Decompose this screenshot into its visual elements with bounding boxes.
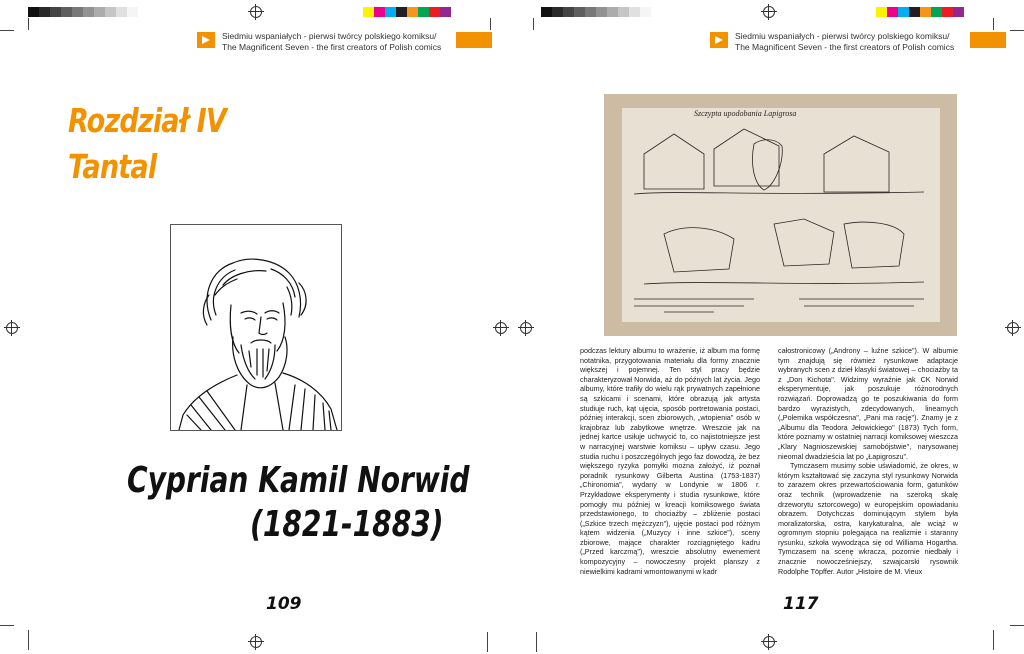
crop-mark: [28, 630, 29, 650]
calibration-swatch: [94, 7, 105, 17]
portrait-illustration: [170, 224, 342, 431]
crop-mark: [0, 30, 14, 31]
calibration-swatch: [607, 7, 618, 17]
crop-mark: [533, 18, 534, 30]
artist-years: (1821-1883): [250, 504, 444, 545]
crop-mark: [536, 632, 537, 652]
crop-mark: [0, 625, 14, 626]
chapter-name: Tantal: [68, 147, 157, 186]
header-left-line2: The Magnificent Seven - the first creators of Polish comics: [222, 42, 442, 52]
paragraph: całostronicowy („Androny – luźne szkice"). W albumie tym znajdują się również rysunkowe adaptacje wybranych scen z dzieł klasyki światowej – chociażby ta z „Don Kichota". Widzimy wyraźnie jak CK Norwid eksperymentuje, jak poszukuje różnorodnych rozwiązań. Doprowadzą go te poszukiwania do form bardzo wyrazistych, zdecydowanych, linearnych („Polemika współczesna", „Pani ma rację"). Znamy je z „Albumu dla Teodora Jełowickiego" (1873) Tych form, które poznamy w ostatniej narracji komiksowej wieszcza „Klary Nagnioszewskiej samobójstwie", narysowanej nieomal dwadzieścia lat po „Łapigroszu".: [778, 346, 958, 461]
header-left: [222, 31, 441, 53]
paragraph: podczas lektury albumu to wrażenie, iż album ma formę notatnika, przygotowania materiału dla formy znacznie większej i pojemnej. Ten styl pracy będzie charakteryzował Norwida, aż do późnych lat życia. Jego albumy, które trafiły do wielu rąk prywatnych zapełnione są szkicami i scenami, które obrazują jak artysta studiuje ruch, kąt ujęcia, sposób portretowania postaci, później interakcji, scen zbiorowych, „wtopienia" osób w krajobraz lub zabytkowe wnętrze. Wreszcie jak na jednej kartce usiłuje uchwycić to, co najistotniejsze jest w narracyjnej warstwie komiksu – upływ czasu. Jego studia ruchu i poszczególnych jego faz dowodzą, że bez większego ryzyka pomyłki można założyć, iż poznał poradnik rysunkowy Gilberta Austina (1753-1837) „Chironomia", wydany w Londynie w 1806 r. Przykładowe eksperymenty i studia rysunkowe, które pomogły mu później w kreacji komiksowego świata przedstawionego, to chociażby – zbliżenie postaci („Szkice trzech mężczyzn"), ujęcie postaci pod różnym kątem widzenia („Muzycy i inne szkice"), sceny zbiorowe, mające charakter rozciągniętego kadru („Przed karczmą"), wreszcie absolutny ewenement kompozycyjny – nowoczesny projekt planszy z niewielkimi kadrami wmontowanymi w kadr: [580, 346, 760, 576]
calibration-swatch: [105, 7, 116, 17]
illustration-caption: Szczypta upodobania Lapigrosa: [694, 109, 797, 118]
page-number-right: 117: [783, 594, 819, 614]
calibration-swatch: [876, 7, 887, 17]
crop-mark: [993, 18, 994, 30]
calibration-swatch: [887, 7, 898, 17]
paragraph: Tymczasem musimy sobie uświadomić, że okres, w którym kształtować się zaczyna styl rysunkowy Norwida to zarazem okres przewartościowania form, gatunków oraz technik (wprowadzenie na szeroką skalę drzeworytu sztorcowego) w europejskim opowiadaniu obrazem. Dotychczas dominującym stylem była moralizatorska, ostra, karykaturalna, ale wciąż w ogromnym stopniu polegająca na realizmie i staranny rysunku, szkoła wywodząca się od Williama Hogartha. Tymczasem na scenę wkracza, pozornie niedbały i znacznie nowocześniejszy, szwajcarski rysownik Rodolphe Töpffer. Autor „Histoire de M. Vieux: [778, 461, 958, 576]
header-accent-bar: [970, 32, 1006, 48]
crop-mark: [1010, 30, 1024, 31]
calibration-swatch: [640, 7, 651, 17]
calibration-swatch: [429, 7, 440, 17]
header-right-line1: Siedmiu wspaniałych - pierwsi twórcy polskiego komiksu/: [735, 31, 950, 41]
calibration-swatch: [363, 7, 374, 17]
calibration-swatch: [116, 7, 127, 17]
lapigrosz-illustration: [604, 94, 957, 336]
crop-mark: [1010, 625, 1024, 626]
header-arrow-icon: [197, 32, 215, 48]
registration-mark: [763, 6, 775, 18]
portrait-drawing: [171, 225, 341, 430]
page-number-left: 109: [266, 594, 302, 614]
calibration-swatch: [385, 7, 396, 17]
registration-mark: [250, 636, 262, 648]
calibration-swatch: [407, 7, 418, 17]
calibration-swatch: [396, 7, 407, 17]
crop-mark: [993, 630, 994, 650]
calibration-swatch: [596, 7, 607, 17]
registration-mark: [520, 322, 532, 334]
text-column-1: [580, 346, 760, 576]
calibration-swatch: [909, 7, 920, 17]
calibration-bar-gray-right: [541, 7, 651, 17]
chapter-title: [68, 98, 226, 190]
calibration-bar-color-left: [363, 7, 451, 17]
registration-mark: [250, 6, 262, 18]
calibration-swatch: [374, 7, 385, 17]
calibration-swatch: [931, 7, 942, 17]
registration-mark: [763, 636, 775, 648]
calibration-swatch: [28, 7, 39, 17]
registration-mark: [6, 322, 18, 334]
calibration-swatch: [563, 7, 574, 17]
calibration-swatch: [418, 7, 429, 17]
calibration-swatch: [541, 7, 552, 17]
crop-mark: [487, 632, 488, 652]
calibration-swatch: [618, 7, 629, 17]
header-right: [735, 31, 954, 53]
header-arrow-icon: [710, 32, 728, 48]
calibration-swatch: [629, 7, 640, 17]
calibration-swatch: [585, 7, 596, 17]
calibration-swatch: [440, 7, 451, 17]
calibration-swatch: [942, 7, 953, 17]
calibration-swatch: [898, 7, 909, 17]
calibration-swatch: [953, 7, 964, 17]
calibration-swatch: [920, 7, 931, 17]
crop-mark: [490, 18, 491, 30]
crop-mark: [28, 18, 29, 30]
calibration-swatch: [50, 7, 61, 17]
sketch-drawing: [604, 94, 957, 336]
calibration-swatch: [83, 7, 94, 17]
registration-mark: [1007, 322, 1019, 334]
calibration-bar-color-right: [876, 7, 964, 17]
text-column-2: [778, 346, 958, 576]
artist-name: Cyprian Kamil Norwid: [127, 460, 470, 501]
header-left-line1: Siedmiu wspaniałych - pierwsi twórcy polskiego komiksu/: [222, 31, 437, 41]
chapter-number: Rozdział IV: [68, 101, 227, 140]
calibration-swatch: [574, 7, 585, 17]
calibration-bar-gray-left: [28, 7, 138, 17]
calibration-swatch: [127, 7, 138, 17]
header-right-line2: The Magnificent Seven - the first creators of Polish comics: [735, 42, 955, 52]
calibration-swatch: [72, 7, 83, 17]
calibration-swatch: [39, 7, 50, 17]
calibration-swatch: [61, 7, 72, 17]
header-accent-bar: [456, 32, 492, 48]
calibration-swatch: [552, 7, 563, 17]
registration-mark: [495, 322, 507, 334]
